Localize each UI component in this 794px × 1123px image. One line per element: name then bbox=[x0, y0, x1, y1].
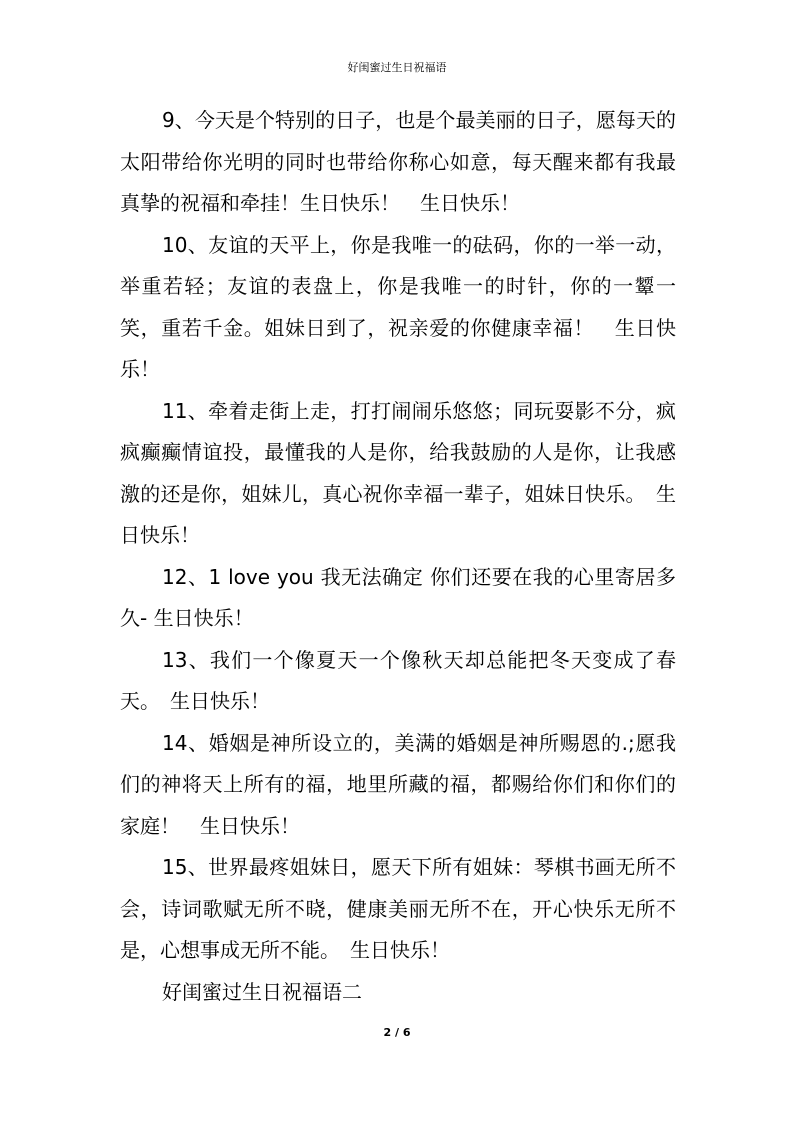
paragraph-9: 9、今天是个特别的日子，也是个最美丽的日子，愿每天的太阳带给你光明的同时也带给你称心如意，每天醒来都有我最真挚的祝福和牵挂！生日快乐！ 生日快乐！ bbox=[120, 108, 676, 215]
section-heading: 好闺蜜过生日祝福语二 bbox=[162, 979, 362, 1004]
paragraph-12: 12、1 love you 我无法确定 你们还要在我的心里寄居多久- 生日快乐！ bbox=[120, 564, 676, 630]
paragraph-13: 13、我们一个像夏天一个像秋天却总能把冬天变成了春天。 生日快乐！ bbox=[120, 647, 676, 713]
paragraph-10: 10、友谊的天平上，你是我唯一的砝码，你的一举一动，举重若轻；友谊的表盘上，你是我唯一的时针，你的一颦一笑，重若千金。姐妹日到了，祝亲爱的你健康幸福！ 生日快乐！ bbox=[120, 232, 676, 381]
paragraph-15: 15、世界最疼姐妹日，愿天下所有姐妹：琴棋书画无所不会，诗词歌赋无所不晓，健康美丽无所不在，开心快乐无所不是，心想事成无所不能。 生日快乐！ bbox=[120, 855, 676, 962]
document-body bbox=[120, 100, 676, 1013]
page-header: 好闺蜜过生日祝福语 bbox=[347, 61, 447, 74]
paragraph-11: 11、牵着走街上走，打打闹闹乐悠悠；同玩耍影不分，疯疯癫癫情谊投，最懂我的人是你，给我鼓励的人是你，让我感激的还是你，姐妹儿，真心祝你幸福一辈子，姐妹日快乐。 生日快乐！ bbox=[120, 398, 676, 547]
page-number: 2 / 6 bbox=[383, 1026, 411, 1039]
paragraph-14: 14、婚姻是神所设立的，美满的婚姻是神所赐恩的.;愿我们的神将天上所有的福，地里所藏的福，都赐给你们和你们的家庭！ 生日快乐！ bbox=[120, 730, 676, 838]
